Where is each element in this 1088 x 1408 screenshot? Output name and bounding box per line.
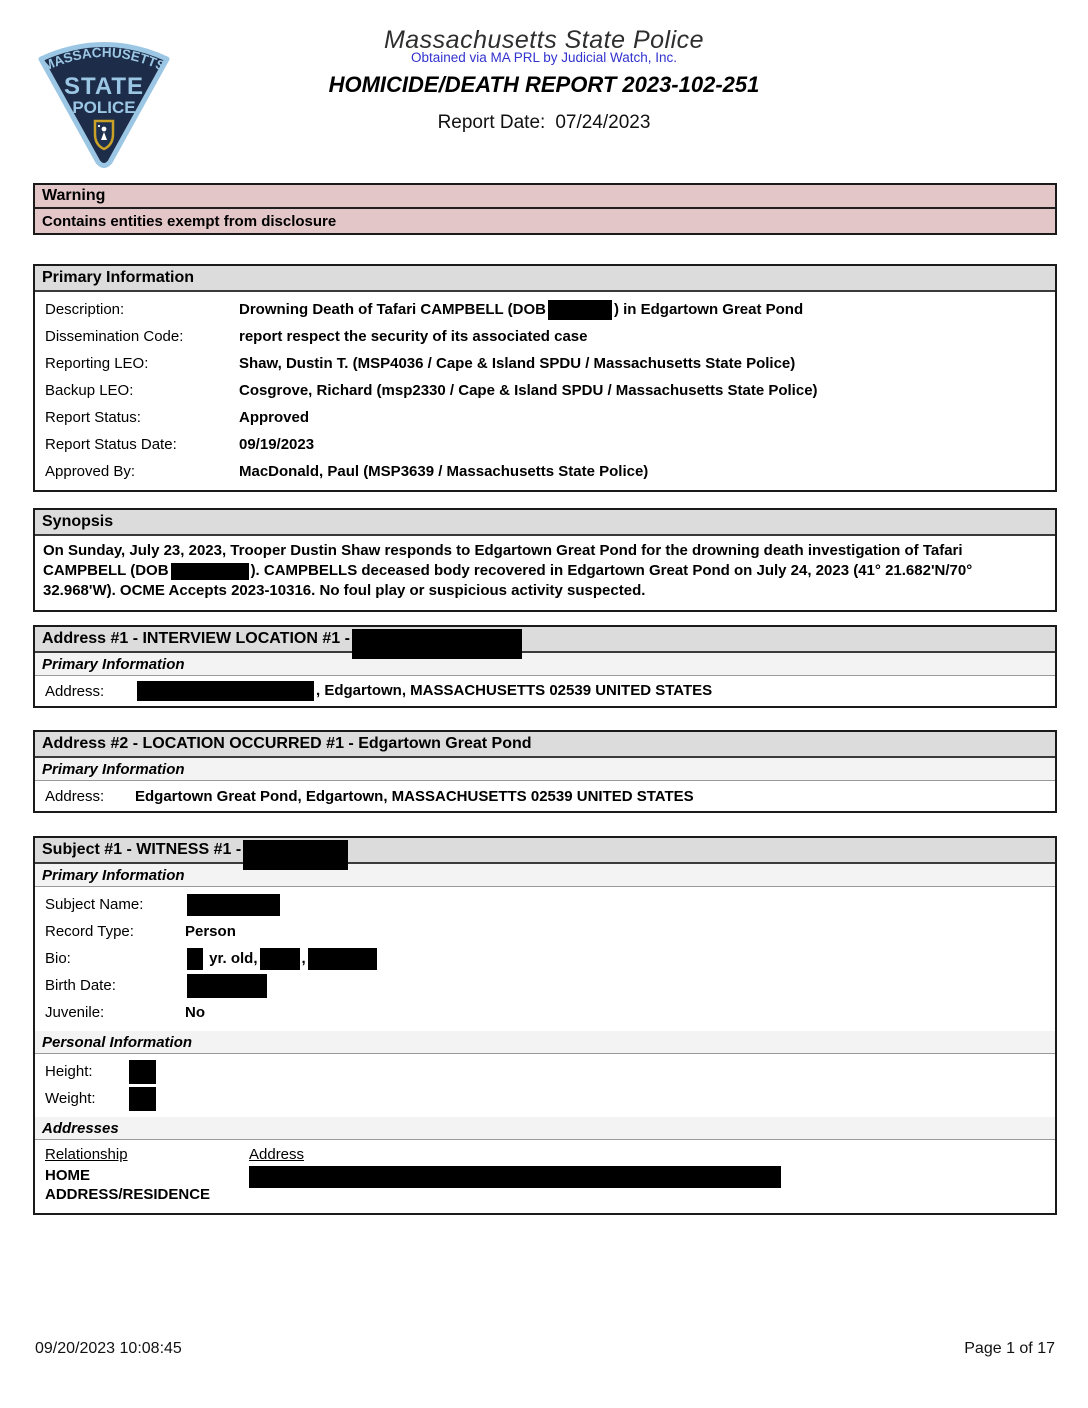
address1-subheader: Primary Information [35, 653, 1055, 676]
field-row [35, 918, 1055, 945]
field-label: Bio: [45, 950, 71, 967]
field-value [239, 300, 803, 320]
agency-title: Massachusetts State Police [383, 26, 705, 54]
field-row [35, 999, 1055, 1026]
field-label: Backup LEO: [45, 382, 134, 399]
redaction-box [137, 681, 314, 701]
field-value [239, 463, 648, 480]
redaction-box [243, 840, 348, 870]
field-label: Description: [45, 301, 125, 318]
field-row [35, 350, 1055, 377]
field-value [239, 382, 818, 399]
field-label: Weight: [45, 1090, 96, 1107]
field-value [185, 948, 379, 970]
subject1-personal-subheader: Personal Information [35, 1031, 1055, 1054]
relationship-cell: HOME ADDRESS/RESIDENCE [45, 1167, 211, 1203]
field-label: Dissemination Code: [45, 328, 184, 345]
warning-header: Warning [35, 185, 1055, 209]
redaction-box [129, 1060, 156, 1084]
redaction-box [308, 948, 377, 970]
report-date-label: Report Date: [437, 112, 546, 133]
text-segment: report respect the security of its associated case [239, 328, 588, 345]
field-value [239, 355, 795, 372]
address-label: Address: [45, 787, 105, 805]
report-date-value: 07/24/2023 [555, 112, 651, 133]
primary-information-header: Primary Information [35, 266, 1055, 292]
synopsis-header: Synopsis [35, 510, 1055, 536]
field-row [35, 1085, 1055, 1112]
subject1-addresses-subheader: Addresses [35, 1117, 1055, 1140]
field-label: Approved By: [45, 463, 136, 480]
text-segment: ) in Edgartown Great Pond [613, 300, 804, 318]
subject1-primary-fields [35, 887, 1055, 1031]
field-label: Birth Date: [45, 977, 116, 994]
table-row [45, 1166, 1045, 1204]
text-segment: , [301, 949, 306, 967]
field-value [185, 1004, 205, 1021]
field-row [35, 891, 1055, 918]
field-value [127, 1087, 158, 1111]
subject1-header [35, 838, 1055, 864]
field-value [185, 974, 269, 998]
field-label: Height: [45, 1063, 93, 1080]
redaction-box [129, 1087, 156, 1111]
text-segment: yr. old, [205, 949, 258, 967]
subject1-primary-subheader: Primary Information [35, 864, 1055, 887]
field-value [185, 923, 236, 940]
field-row [35, 431, 1055, 458]
watermark-text: Obtained via MA PRL by Judicial Watch, Inc. [410, 50, 678, 65]
redaction-box [352, 629, 522, 659]
text-segment: Address #1 - INTERVIEW LOCATION #1 - [42, 630, 350, 647]
logo-police-text: POLICE [72, 98, 136, 117]
page-footer [35, 1340, 1055, 1358]
text-segment: Drowning Death of Tafari CAMPBELL (DOB [239, 300, 546, 318]
text-segment: 09/19/2023 [239, 436, 315, 453]
field-row [35, 377, 1055, 404]
redaction-box [187, 948, 203, 970]
field-value [239, 436, 314, 453]
text-segment: No [185, 1004, 205, 1021]
redaction-box [260, 948, 300, 970]
text-segment: MacDonald, Paul (MSP3639 / Massachusetts State Police) [239, 463, 649, 480]
report-title: HOMICIDE/DEATH REPORT 2023-102-251 [328, 72, 760, 97]
field-value [239, 328, 587, 345]
synopsis-body [35, 536, 1055, 610]
address-label: Address: [45, 682, 105, 700]
text-segment: Person [185, 923, 236, 940]
synopsis-section [33, 508, 1057, 612]
address-value: Edgartown Great Pond, Edgartown, MASSACHUSETTS 02539 UNITED STATES [135, 787, 694, 805]
addresses-table-header [45, 1143, 1045, 1165]
text-segment: Approved [239, 409, 310, 426]
subject1-addresses-table [35, 1140, 1055, 1213]
address2-section [33, 730, 1057, 813]
address2-header: Address #2 - LOCATION OCCURRED #1 - Edgartown Great Pond [35, 732, 1055, 758]
field-value [185, 894, 282, 916]
address1-section [33, 625, 1057, 708]
address-column-header: Address [249, 1145, 305, 1163]
field-label: Record Type: [45, 923, 134, 940]
address-value [135, 681, 712, 701]
text-segment: Cosgrove, Richard (msp2330 / Cape & Island SPDU / Massachusetts State Police) [239, 382, 818, 399]
text-segment: ). CAMPBELLS deceased body recovered in Edgartown Great Pond on July 24, 2023 (41° 21.682'N/70° 32.968'W). OCME Accepts 2023-10316. No foul play or suspicious activity suspected. [43, 562, 973, 599]
address-cell [249, 1166, 781, 1188]
redaction-box [171, 563, 249, 580]
field-label: Report Status Date: [45, 436, 177, 453]
subject1-section [33, 836, 1057, 1215]
field-row [35, 404, 1055, 431]
field-row [35, 945, 1055, 972]
field-value [127, 1060, 158, 1084]
subject1-personal-fields [35, 1054, 1055, 1117]
field-row [35, 323, 1055, 350]
address1-row [35, 676, 1055, 706]
print-timestamp: 09/20/2023 10:08:45 [35, 1340, 182, 1357]
field-label: Report Status: [45, 409, 141, 426]
field-label: Juvenile: [45, 1004, 105, 1021]
field-label: Subject Name: [45, 896, 144, 913]
primary-information-section [33, 264, 1057, 492]
text-segment: On Sunday, July 23, 2023, Trooper Dustin Shaw responds to Edgartown Great Pond for the drowning death investigation of Tafari CAMPBELL (DOB [43, 542, 963, 579]
field-value [239, 409, 309, 426]
field-label: Reporting LEO: [45, 355, 149, 372]
logo-arc-text: MASSACHUSETTS [40, 44, 168, 74]
address2-subheader: Primary Information [35, 758, 1055, 781]
redaction-box [249, 1166, 781, 1188]
text-segment: , Edgartown, MASSACHUSETTS 02539 UNITED STATES [316, 681, 713, 699]
address1-header [35, 627, 1055, 653]
field-row [35, 296, 1055, 323]
redaction-box [187, 974, 267, 998]
report-date-line [0, 112, 1088, 134]
warning-message: Contains entities exempt from disclosure [35, 209, 1055, 233]
field-row [35, 972, 1055, 999]
redaction-box [187, 894, 280, 916]
redaction-box [548, 300, 612, 320]
relationship-column-header: Relationship [45, 1145, 128, 1163]
page-number: Page 1 of 17 [964, 1340, 1055, 1357]
field-row [35, 458, 1055, 485]
text-segment: Subject #1 - WITNESS #1 - [42, 841, 242, 858]
warning-section [33, 183, 1057, 235]
text-segment: Shaw, Dustin T. (MSP4036 / Cape & Island SPDU / Massachusetts State Police) [239, 355, 796, 372]
field-row [35, 1058, 1055, 1085]
primary-information-fields [35, 292, 1055, 490]
address2-row [35, 781, 1055, 811]
logo-state-text: STATE [63, 73, 145, 100]
